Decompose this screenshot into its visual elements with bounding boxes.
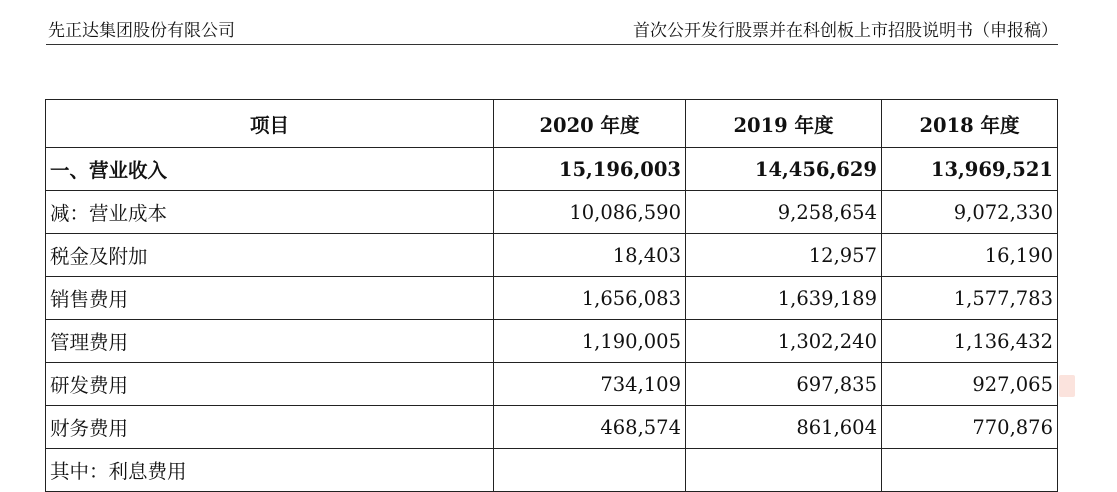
table-row	[46, 234, 1058, 277]
cell-2020: 15,196,003	[494, 148, 686, 191]
row-label: 减：营业成本	[46, 191, 494, 234]
column-header-item: 项目	[46, 100, 494, 148]
cell-2019: 12,957	[686, 234, 882, 277]
company-name: 先正达集团股份有限公司	[48, 21, 235, 41]
row-label: 管理费用	[46, 320, 494, 363]
row-label: 销售费用	[46, 277, 494, 320]
cell-2019: 861,604	[686, 406, 882, 449]
cell-2018: 927,065	[882, 363, 1058, 406]
cell-2020: 18,403	[494, 234, 686, 277]
cell-2018: 770,876	[882, 406, 1058, 449]
row-label: 一、营业收入	[46, 148, 494, 191]
cell-2018: 13,969,521	[882, 148, 1058, 191]
cell-2020: 734,109	[494, 363, 686, 406]
table-row	[46, 277, 1058, 320]
cell-2018: 16,190	[882, 234, 1058, 277]
column-header-2018: 2018 年度	[882, 100, 1058, 148]
cell-2019: 1,639,189	[686, 277, 882, 320]
cell-2018	[882, 449, 1058, 492]
page-header	[46, 18, 1058, 45]
cell-2019: 9,258,654	[686, 191, 882, 234]
cell-2019: 1,302,240	[686, 320, 882, 363]
cell-2019	[686, 449, 882, 492]
cell-2018: 1,577,783	[882, 277, 1058, 320]
table-row	[46, 320, 1058, 363]
table-header-row	[46, 100, 1058, 148]
cell-2018: 1,136,432	[882, 320, 1058, 363]
row-label: 其中：利息费用	[46, 449, 494, 492]
table-row	[46, 191, 1058, 234]
table-row	[46, 406, 1058, 449]
column-header-2020: 2020 年度	[494, 100, 686, 148]
cell-2018: 9,072,330	[882, 191, 1058, 234]
income-statement-table-container	[45, 99, 1057, 483]
table-row	[46, 363, 1058, 406]
cell-2020: 1,190,005	[494, 320, 686, 363]
cell-2020: 1,656,083	[494, 277, 686, 320]
table-row	[46, 148, 1058, 191]
row-label: 研发费用	[46, 363, 494, 406]
watermark-mark	[1059, 375, 1075, 397]
row-label: 税金及附加	[46, 234, 494, 277]
cell-2020	[494, 449, 686, 492]
row-label: 财务费用	[46, 406, 494, 449]
cell-2020: 468,574	[494, 406, 686, 449]
column-header-2019: 2019 年度	[686, 100, 882, 148]
document-title: 首次公开发行股票并在科创板上市招股说明书（申报稿）	[633, 21, 1058, 41]
cell-2019: 697,835	[686, 363, 882, 406]
cell-2019: 14,456,629	[686, 148, 882, 191]
table-row	[46, 449, 1058, 492]
income-statement-table	[45, 99, 1058, 492]
cell-2020: 10,086,590	[494, 191, 686, 234]
